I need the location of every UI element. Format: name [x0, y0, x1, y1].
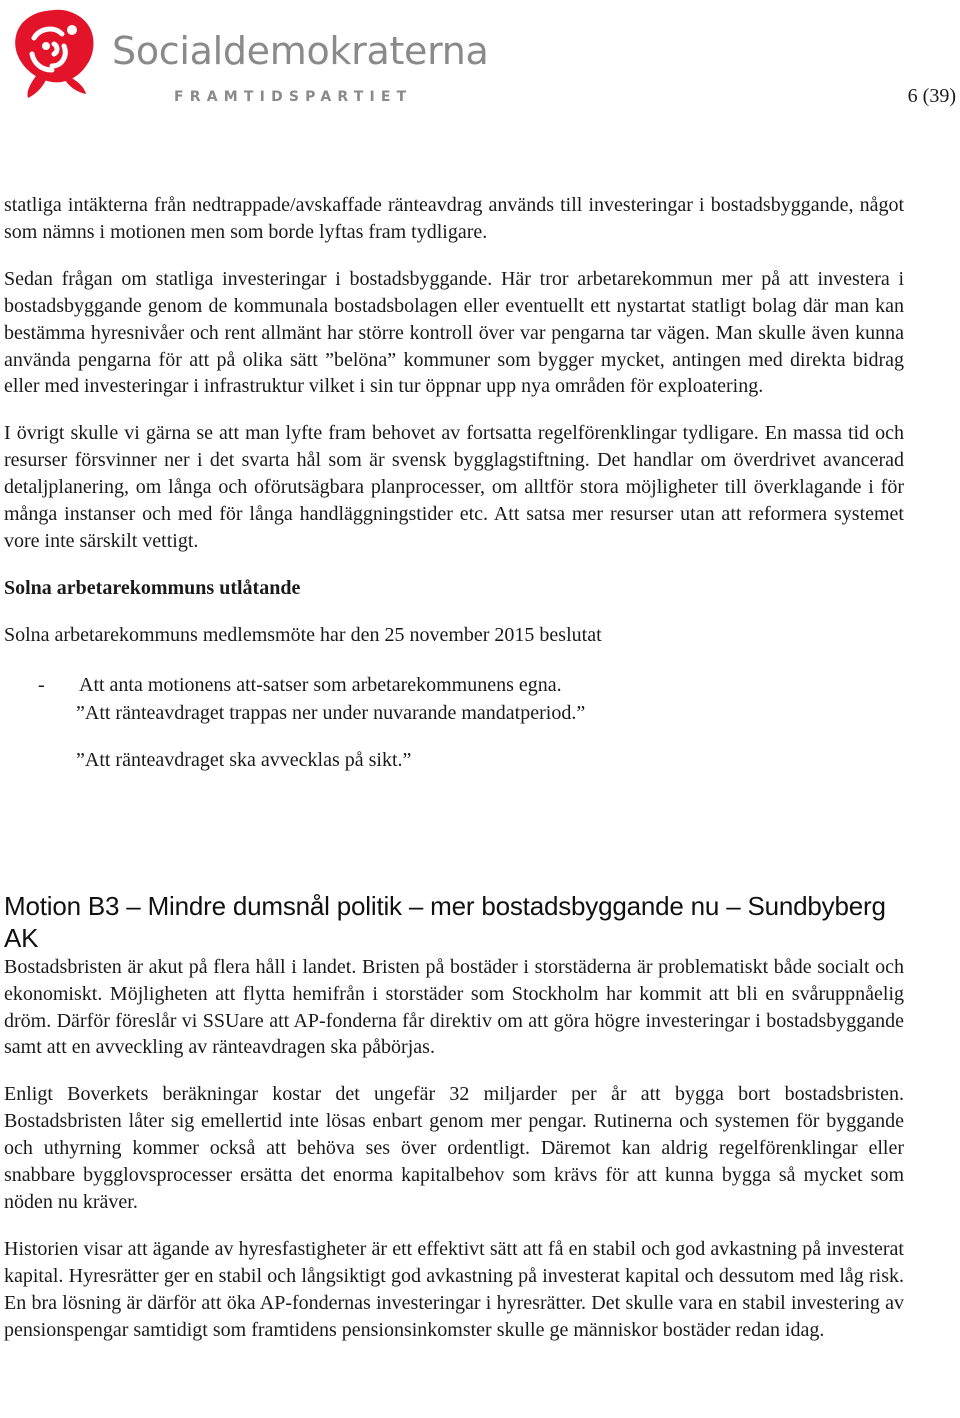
list-item: ”Att ränteavdraget trappas ner under nuvarande mandatperiod.” — [76, 701, 586, 724]
paragraph: Historien visar att ägande av hyresfastigheter är ett effektivt sätt att få en stabil och god avkastning på investerat kapital. Hyresrätter ger en stabil och långsiktigt god avkastning på investerat kapital och dessutom med låg risk. En bra lösning är därför att öka AP-fondernas investeringar i hyresrätter. Det skulle vara en stabil investering av pensionspengar samtidigt som framtidens pensionsinkomster skulle ge människor bostäder redan idag. — [4, 1237, 904, 1341]
list-item: ”Att ränteavdraget ska avvecklas på sikt.” — [76, 748, 412, 771]
paragraph: I övrigt skulle vi gärna se att man lyfte fram behovet av fortsatta regelförenklingar tydligare. En massa tid och resurser försvinner ner i det svarta hål som är svensk bygglagstiftning. Det handlar om överdrivet avancerad detaljplanering, om långa och oförutsägbara planprocesser, om alltför stora möjligheter till överklagande i för många instanser och med för långa handläggningstider etc. Att satsa mer resurser utan att reformera systemet vore inte särskilt vettigt. — [4, 422, 904, 552]
document-body — [4, 192, 904, 1343]
red-rose-logo-icon — [6, 6, 102, 102]
list-dash: - — [38, 673, 45, 696]
section-heading: Solna arbetarekommuns utlåtande — [4, 576, 301, 599]
paragraph: Sedan frågan om statliga investeringar i bostadsbyggande. Här tror arbetarekommun mer på att investera i bostadsbyggande genom de kommunala bostadsbolagen eller eventuellt ett nystartat statligt bolag där man kan bestämma hyresnivåer och rent allmänt har större kontroll över var pengarna tar vägen. Man skulle även kunna använda pengarna för att på olika sätt ”belöna” kommuner som bygger mycket, antingen med direkta bidrag eller med investeringar i infrastruktur vilket i sin tur öppnar upp nya områden för exploatering. — [4, 267, 904, 398]
decision-intro: Solna arbetarekommuns medlemsmöte har den 25 november 2015 beslutat — [4, 623, 602, 646]
decision-list — [4, 671, 904, 727]
paragraph: Bostadsbristen är akut på flera håll i landet. Bristen på bostäder i storstäderna är problematiskt både socialt och ekonomiskt. Möjligheten att flytta hemifrån i storstäder som Stockholm har kommit att bli en svåruppnåelig dröm. Därför föreslår vi SSUare att AP-fonderna får direktiv om att göra högre investeringar i bostadsbyggande samt att en avveckling av ränteavdragen ska påbörjas. — [4, 955, 904, 1059]
motion-title: Motion B3 – Mindre dumsnål politik – mer bostadsbyggande nu – Sundbyberg AK — [4, 890, 886, 953]
brand-name: Socialdemokraterna — [112, 29, 489, 73]
brand-tagline: FRAMTIDSPARTIET — [174, 89, 413, 105]
party-logo — [6, 6, 489, 106]
paragraph: Enligt Boverkets beräkningar kostar det ungefär 32 miljarder per år att bygga bort bostadsbristen. Bostadsbristen låter sig emellertid inte lösas enbart genom mer pengar. Rutinerna och systemen för byggande och uthyrning kommer också att behöva ses över ordentligt. Däremot kan aldrig regelförenklingar eller snabbare bygglovsprocesser ersätta det enorma kapitalbehov som krävs för att kunna bygga så mycket som nöden nu kräver. — [4, 1083, 904, 1213]
page-number: 6 (39) — [907, 85, 956, 107]
list-item: Att anta motionens att-satser som arbetarekommunens egna. — [79, 673, 562, 696]
paragraph: statliga intäkterna från nedtrappade/avskaffade ränteavdrag används till investeringar i bostadsbyggande, något som nämns i motionen men som borde lyftas fram tydligare. — [4, 194, 904, 243]
